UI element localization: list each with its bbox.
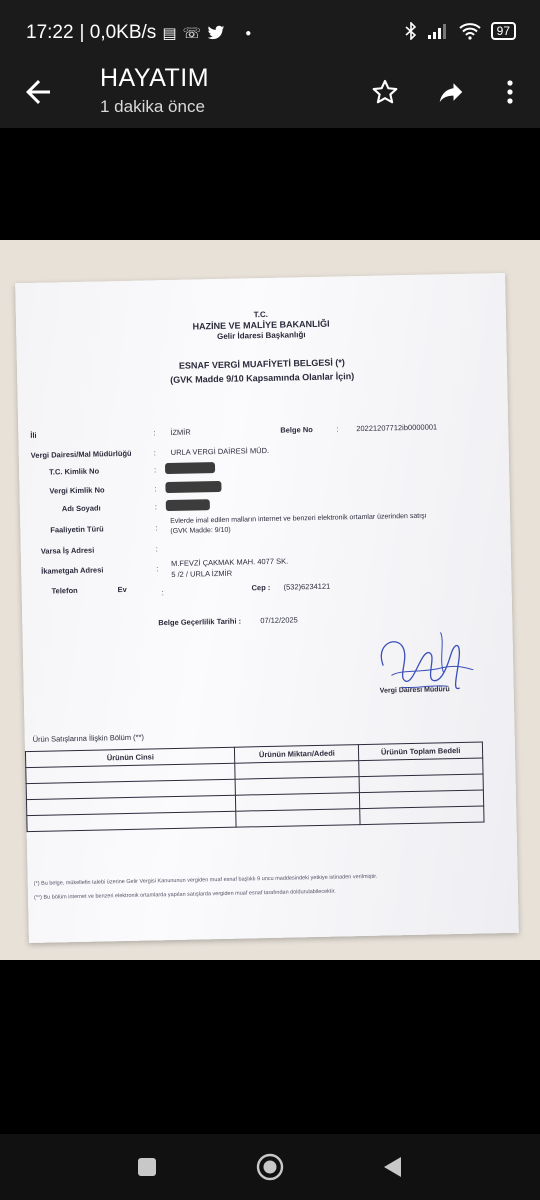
doc-tc: T.C.	[253, 309, 269, 320]
status-bar	[0, 0, 540, 56]
doc-directorate: Gelir İdaresi Başkanlığı	[216, 330, 306, 341]
app-bar	[0, 56, 540, 128]
star-icon	[371, 78, 399, 106]
star-button[interactable]	[367, 74, 403, 110]
value-faaliyet-2: (GVK Madde: 9/10)	[170, 526, 231, 536]
label-vkn: Vergi Kimlik No	[49, 485, 105, 496]
doc-ministry: HAZİNE VE MALİYE BAKANLIĞI	[192, 318, 330, 332]
home-circle-icon	[255, 1152, 285, 1182]
colon: :	[154, 502, 158, 512]
wifi-icon	[459, 22, 481, 40]
table-header: Ürünün Toplam Bedeli	[359, 742, 483, 761]
signature-title: Vergi Dairesi Müdürü	[379, 686, 450, 695]
value-ikamet-1: M.FEVZİ ÇAKMAK MAH. 4077 SK.	[170, 556, 289, 568]
label-belge-no: Belge No	[280, 425, 313, 435]
back-button[interactable]	[20, 74, 56, 110]
label-cep: Cep :	[251, 582, 271, 593]
label-vergi-dairesi: Vergi Dairesi/Mal Müdürlüğü	[30, 448, 132, 460]
document-paper	[15, 273, 519, 943]
doc-subtitle: (GVK Madde 9/10 Kapsamında Olanlar İçin)	[170, 371, 355, 385]
label-is-adresi: Varsa İş Adresi	[40, 545, 95, 556]
value-belge-no: 20221207712ib0000001	[356, 422, 438, 434]
redacted-tc	[165, 462, 215, 474]
status-left	[26, 22, 251, 44]
label-gecerlilik: Belge Geçerlilik Tarihi :	[158, 616, 242, 628]
table-header: Ürünün Miktarı/Adedi	[235, 745, 359, 764]
colon: :	[153, 465, 157, 475]
colon: :	[156, 564, 159, 574]
dot-icon: ●	[245, 27, 252, 39]
colon: :	[336, 424, 339, 434]
label-ev: Ev	[117, 584, 127, 595]
twitter-icon	[207, 25, 225, 41]
status-speed: | 0,0KB/s	[79, 22, 157, 43]
value-il: İZMİR	[170, 427, 191, 437]
value-vergi-dairesi: URLA VERGİ DAİRESİ MÜD.	[170, 445, 270, 457]
label-il: İli	[30, 430, 37, 440]
colon: :	[153, 428, 156, 438]
redacted-name	[166, 499, 210, 511]
colon: :	[161, 588, 164, 598]
recents-button[interactable]	[132, 1152, 162, 1182]
label-faaliyet: Faaliyetin Türü	[50, 524, 104, 535]
products-table	[25, 742, 485, 833]
home-button[interactable]	[255, 1152, 285, 1182]
redacted-vkn	[165, 481, 221, 493]
more-vert-icon	[505, 78, 515, 106]
doc-title: ESNAF VERGİ MUAFİYETİ BELGESİ (*)	[178, 357, 345, 371]
label-ikamet: İkametgah Adresi	[41, 565, 104, 576]
more-options-button[interactable]	[492, 74, 528, 110]
forward-icon	[436, 77, 466, 107]
status-right	[405, 22, 516, 40]
footnote-2: (**) Bu bölüm internet ve benzeri elektronik ortamlarda yapılan satışlarda vergiden muaf esnaf tarafından doldurulabilecektir.	[33, 888, 336, 901]
value-faaliyet-1: Evlerde imal edilen malların internet ve benzeri elektronik ortamlar üzerinden satışı	[170, 512, 427, 526]
footnote-1: (*) Bu belge, mükellefin talebi üzerine Gelir Vergisi Kanununun vergiden muaf esnaf başlıklı 9 uncu maddesindeki yetkiye istinaden verilmiştir.	[33, 873, 378, 887]
colon: :	[153, 448, 156, 458]
bluetooth-icon	[405, 22, 417, 40]
colon: :	[154, 484, 157, 494]
square-icon	[136, 1156, 158, 1178]
colon: :	[155, 523, 158, 533]
navigation-bar	[0, 1134, 540, 1200]
table-title: Ürün Satışlarına İlişkin Bölüm (**)	[32, 732, 145, 744]
missed-call-icon: ☏	[182, 25, 202, 42]
value-cep: (532)6234121	[283, 581, 331, 592]
forward-button[interactable]	[433, 74, 469, 110]
table-header: Ürünün Cinsi	[25, 747, 235, 767]
label-telefon: Telefon	[51, 585, 78, 596]
label-tc-kimlik: T.C. Kimlik No	[49, 466, 100, 477]
document-photo[interactable]	[0, 240, 540, 960]
back-nav-button[interactable]	[378, 1152, 408, 1182]
value-ikamet-2: 5 /2 / URLA İZMİR	[171, 568, 233, 579]
status-time: 17:22	[26, 22, 74, 43]
chat-title: HAYATIM	[100, 64, 210, 92]
signal-icon	[427, 23, 449, 39]
value-gecerlilik: 07/12/2025	[260, 615, 298, 626]
label-name: Adı Soyadı	[61, 503, 101, 514]
colon: :	[155, 544, 158, 554]
notification-icon: ▤	[162, 25, 177, 42]
arrow-back-icon	[20, 74, 56, 110]
battery-icon: 97	[491, 22, 516, 40]
timestamp: 1 dakika önce	[100, 97, 205, 116]
triangle-back-icon	[381, 1155, 405, 1179]
